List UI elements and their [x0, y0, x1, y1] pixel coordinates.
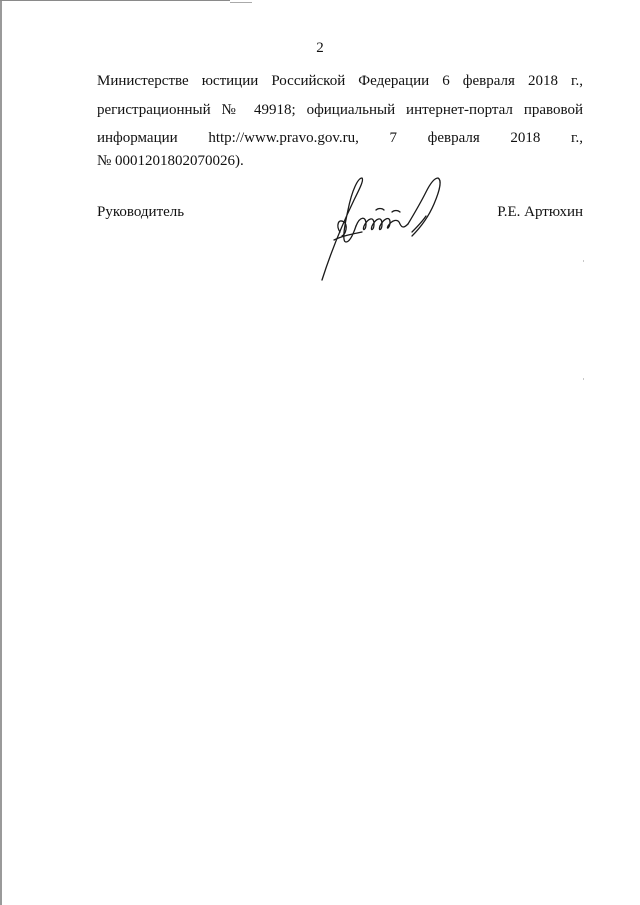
scan-dot-artifact	[583, 378, 584, 380]
body-line-1: Министерстве юстиции Российской Федерации 6 февраля 2018 г.,	[97, 73, 583, 89]
scan-edge-artifact	[0, 0, 2, 905]
handwritten-signature-icon	[312, 170, 452, 285]
signatory-name: Р.Е. Артюхин	[497, 204, 583, 220]
scan-dot-artifact	[583, 260, 584, 262]
scan-top-artifact	[0, 0, 230, 1]
body-line-2: регистрационный № 49918; официальный интернет-портал правовой	[97, 102, 583, 118]
signatory-title: Руководитель	[97, 204, 185, 220]
body-line-3: информации http://www.pravo.gov.ru, 7 февраля 2018 г.,	[97, 130, 583, 146]
page-number: 2	[316, 40, 324, 56]
body-line-4: № 0001201802070026).	[97, 153, 244, 169]
scan-top-dash-artifact	[230, 2, 252, 3]
